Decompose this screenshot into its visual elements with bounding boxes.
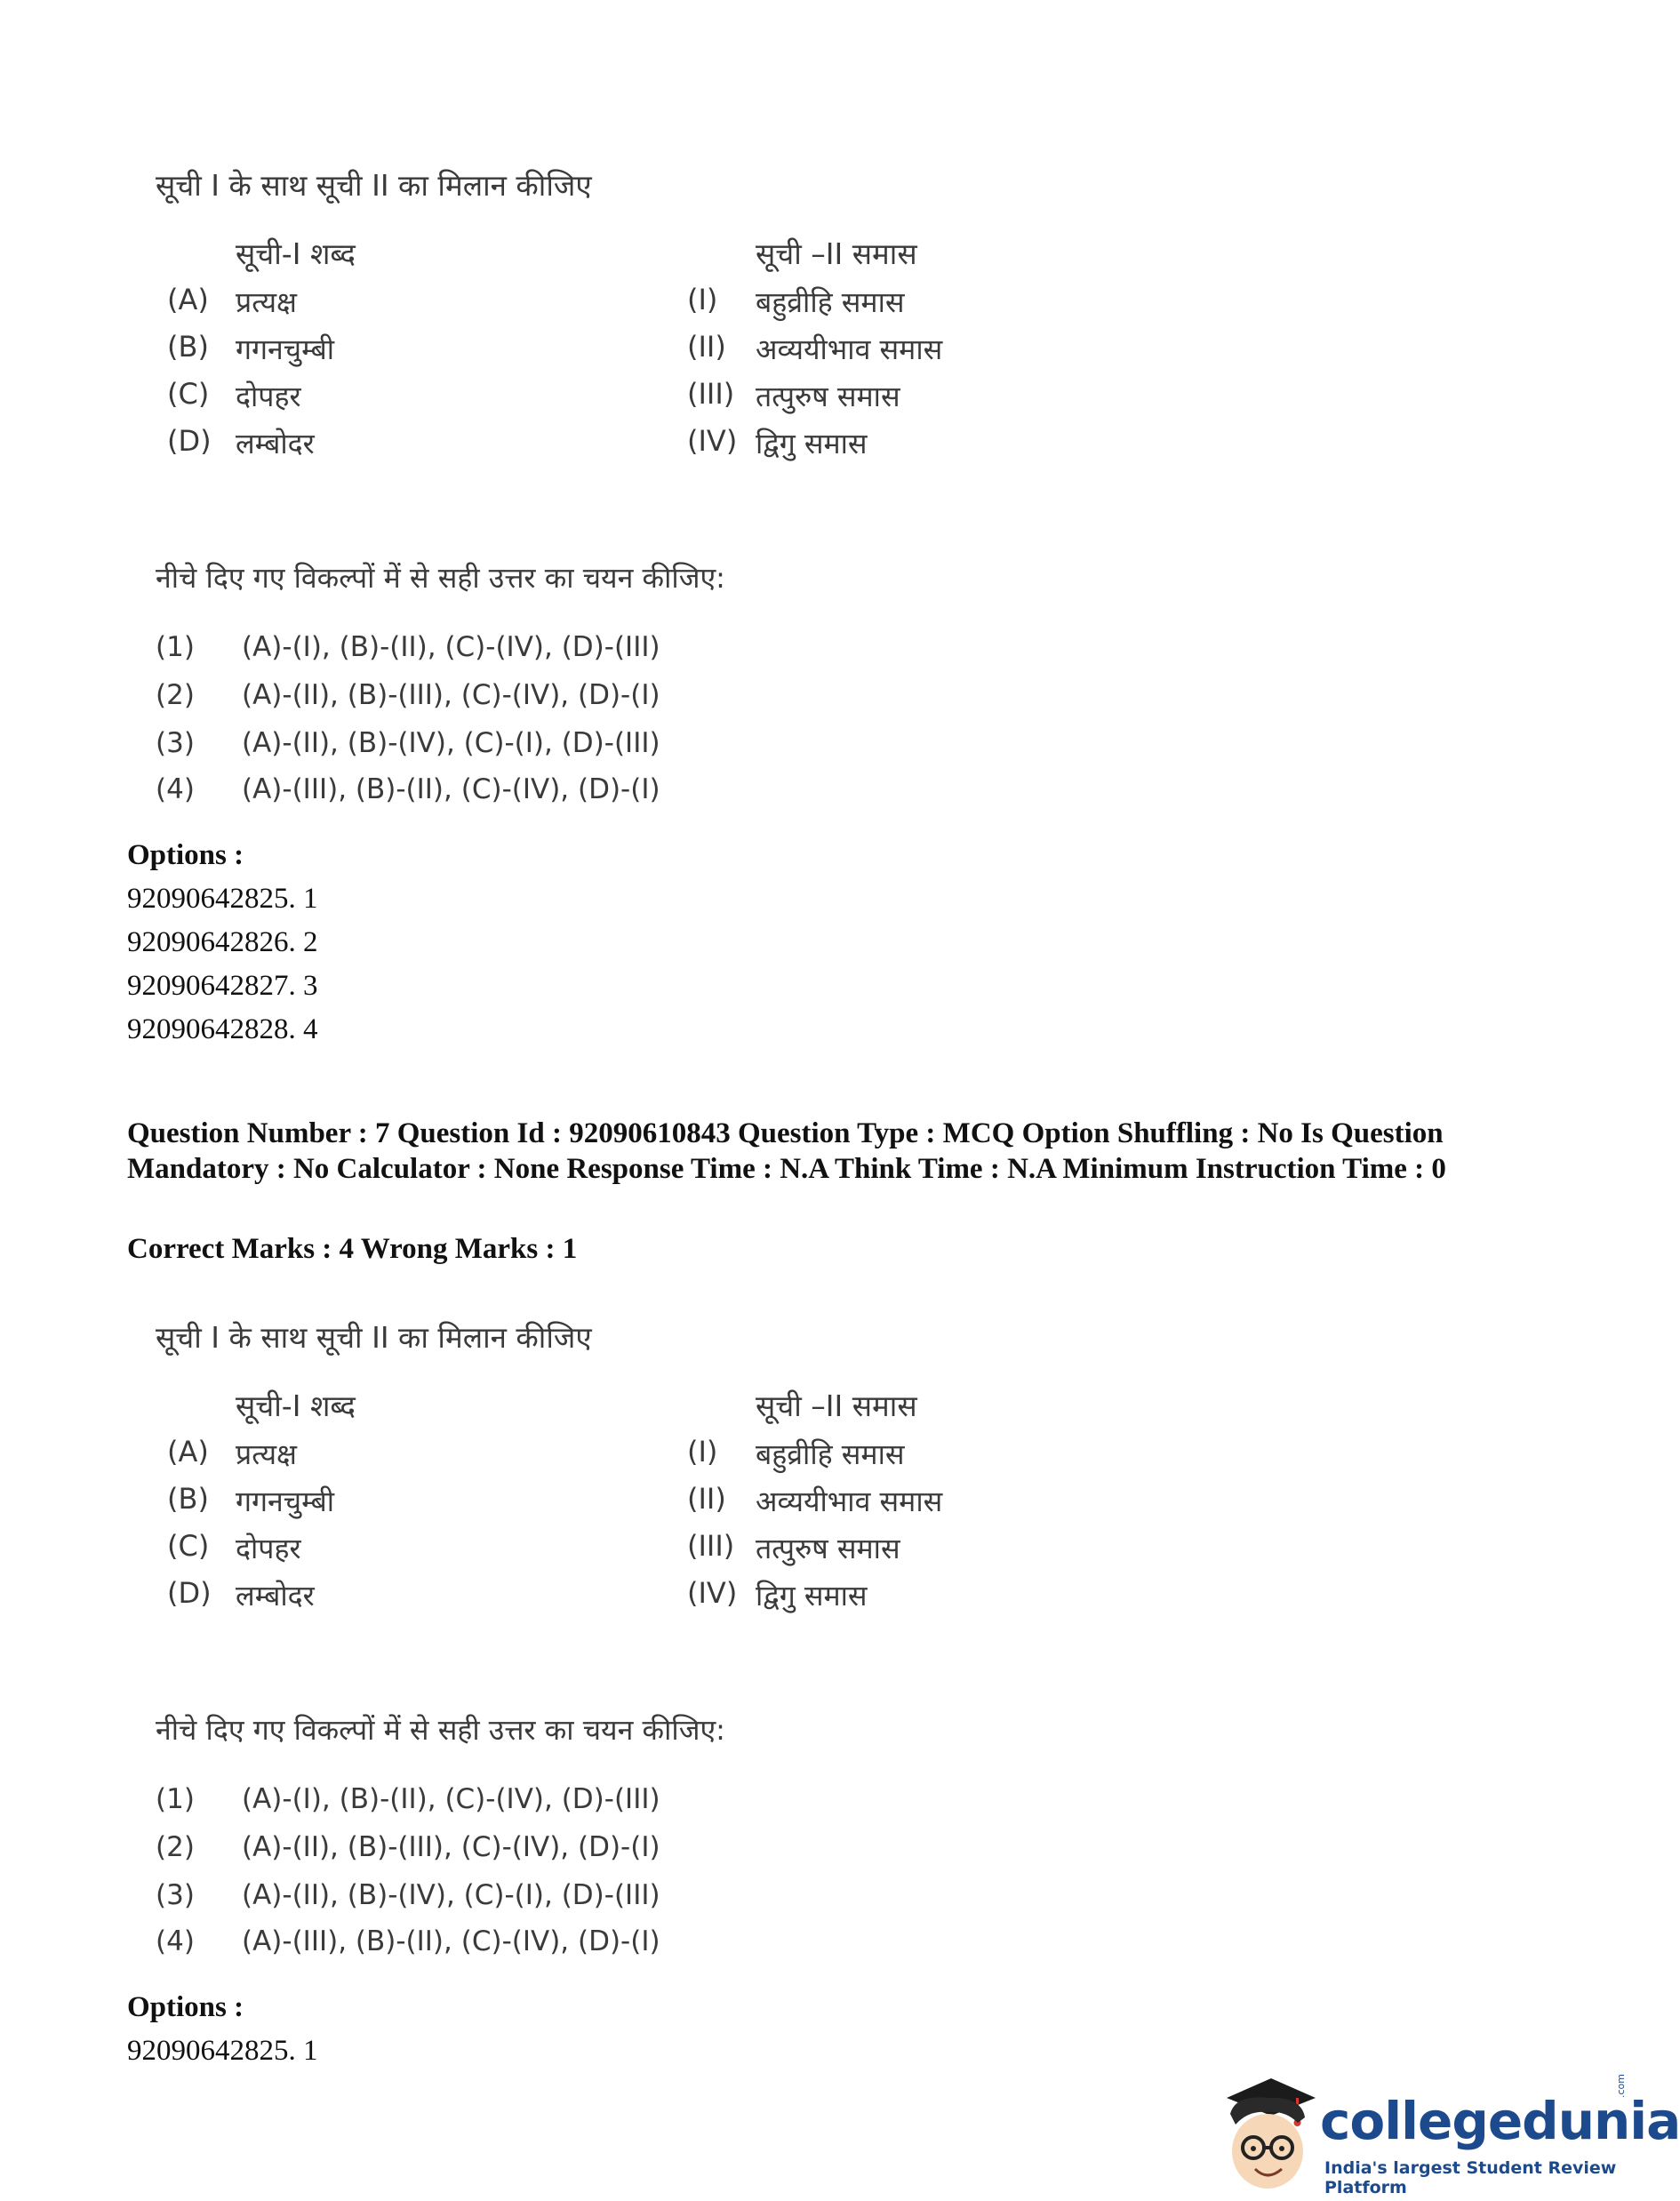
list2-label: (I) (687, 1435, 718, 1469)
match-row (167, 424, 1056, 470)
match-row (167, 330, 1056, 376)
question-title: सूची I के साथ सूची II का मिलान कीजिए (156, 168, 592, 203)
logo-suffix: .com (1615, 2074, 1627, 2098)
choice-number: (3) (156, 1879, 195, 1911)
choice-text: (A)-(I), (B)-(II), (C)-(IV), (D)-(III) (242, 631, 660, 663)
choice-number: (3) (156, 727, 195, 759)
choice-number: (4) (156, 1925, 195, 1957)
list2-label: (I) (687, 283, 718, 316)
choice-number: (1) (156, 1783, 195, 1815)
choice-text: (A)-(III), (B)-(II), (C)-(IV), (D)-(I) (242, 1925, 660, 1957)
list2-label: (II) (687, 1482, 726, 1516)
list1-header: सूची-I शब्द (236, 1389, 356, 1423)
choice-number: (4) (156, 773, 195, 805)
list2-term: तत्पुरुष समास (756, 380, 900, 413)
option-item: 92090642825. 1 (127, 883, 318, 915)
list1-label: (C) (167, 377, 210, 411)
list2-term: बहुव्रीहि समास (756, 1437, 905, 1471)
list1-term: गगनचुम्बी (236, 1485, 335, 1518)
match-row (167, 1482, 1056, 1528)
option-item: 92090642825. 1 (127, 2035, 318, 2067)
option-item: 92090642827. 3 (127, 970, 318, 1002)
list2-label: (III) (687, 1529, 735, 1563)
list1-label: (C) (167, 1529, 210, 1563)
list1-term: प्रत्यक्ष (236, 285, 297, 319)
marks-info: Correct Marks : 4 Wrong Marks : 1 (127, 1233, 578, 1265)
choice-text: (A)-(II), (B)-(III), (C)-(IV), (D)-(I) (242, 679, 660, 711)
choice-text: (A)-(II), (B)-(IV), (C)-(I), (D)-(III) (242, 727, 660, 759)
list2-header: सूची –II समास (756, 236, 917, 271)
list1-label: (B) (167, 330, 209, 364)
match-row (167, 1435, 1056, 1481)
list1-label: (A) (167, 283, 209, 316)
question-meta: Question Number : 7 Question Id : 92090610843 Question Type : MCQ Option Shuffling : No Is Question Mandatory : No Calculator : None Response Time : N.A Think Time : N.A Minimum Instruction Time : 0 (127, 1117, 1446, 1185)
list2-term: बहुव्रीहि समास (756, 285, 905, 319)
list1-term: दोपहर (236, 380, 301, 413)
list2-term: द्विगु समास (756, 1579, 868, 1613)
match-row (167, 1529, 1056, 1575)
list2-term: अव्ययीभाव समास (756, 332, 943, 366)
list2-label: (III) (687, 377, 735, 411)
question-image-2 (0, 1152, 1632, 1979)
choice-number: (1) (156, 631, 195, 663)
list2-header: सूची –II समास (756, 1389, 917, 1423)
list1-label: (D) (167, 424, 212, 458)
list2-label: (II) (687, 330, 726, 364)
options-label: Options : (127, 839, 244, 871)
match-row (167, 377, 1056, 423)
list1-term: प्रत्यक्ष (236, 1437, 297, 1471)
list2-term: तत्पुरुष समास (756, 1532, 900, 1565)
option-item: 92090642828. 4 (127, 1013, 318, 1045)
list1-label: (A) (167, 1435, 209, 1469)
list1-header: सूची-I शब्द (236, 236, 356, 271)
list2-term: द्विगु समास (756, 427, 868, 460)
list1-term: गगनचुम्बी (236, 332, 335, 366)
match-row (167, 283, 1056, 329)
logo-tagline: India's largest Student Review Platform (1324, 2158, 1617, 2197)
choice-number: (2) (156, 1831, 195, 1863)
question-image-1 (0, 0, 1632, 827)
choice-text: (A)-(II), (B)-(IV), (C)-(I), (D)-(III) (242, 1879, 660, 1911)
list2-label: (IV) (687, 1576, 738, 1610)
list1-label: (D) (167, 1576, 212, 1610)
choice-text: (A)-(I), (B)-(II), (C)-(IV), (D)-(III) (242, 1783, 660, 1815)
list1-term: लम्बोदर (236, 1579, 315, 1613)
question-title: सूची I के साथ सूची II का मिलान कीजिए (156, 1320, 592, 1355)
logo-wordmark: collegedunia (1320, 2091, 1680, 2151)
collegedunia-logo (1209, 2071, 1680, 2197)
option-item: 92090642826. 2 (127, 926, 318, 958)
match-row (167, 1576, 1056, 1622)
list2-term: अव्ययीभाव समास (756, 1485, 943, 1518)
list1-label: (B) (167, 1482, 209, 1516)
list1-term: दोपहर (236, 1532, 301, 1565)
choice-text: (A)-(II), (B)-(III), (C)-(IV), (D)-(I) (242, 1831, 660, 1863)
list1-term: लम्बोदर (236, 427, 315, 460)
options-label: Options : (127, 1991, 244, 2023)
instruction-text: नीचे दिए गए विकल्पों में से सही उत्तर का चयन कीजिए: (156, 561, 725, 595)
instruction-text: नीचे दिए गए विकल्पों में से सही उत्तर का चयन कीजिए: (156, 1713, 725, 1747)
list2-label: (IV) (687, 424, 738, 458)
mascot-icon (1209, 2071, 1324, 2196)
choice-text: (A)-(III), (B)-(II), (C)-(IV), (D)-(I) (242, 773, 660, 805)
choice-number: (2) (156, 679, 195, 711)
